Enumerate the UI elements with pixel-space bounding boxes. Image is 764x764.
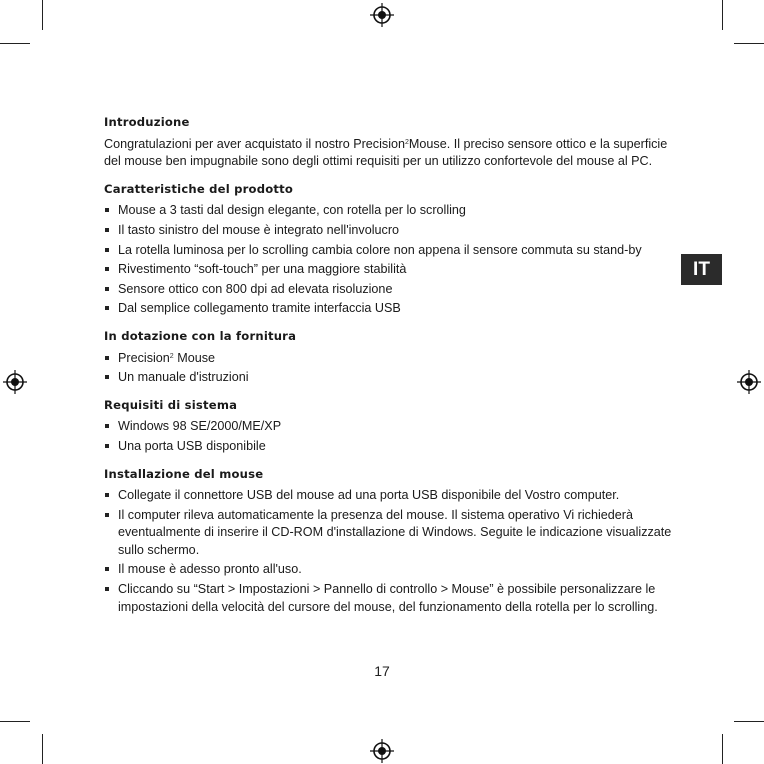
crop-mark-top-right-h xyxy=(734,43,764,44)
features-list xyxy=(104,202,679,318)
list-item: Collegate il connettore USB del mouse ad una porta USB disponibile del Vostro computer. xyxy=(104,487,679,505)
package-item-text-after: Mouse xyxy=(173,350,216,365)
manual-content xyxy=(104,114,679,618)
list-item: Rivestimento “soft-touch” per una maggiore stabilità xyxy=(104,261,679,279)
list-item xyxy=(104,350,679,368)
requirements-heading: Requisiti di sistema xyxy=(104,397,238,412)
list-item: Windows 98 SE/2000/ME/XP xyxy=(104,418,679,436)
package-heading: In dotazione con la fornitura xyxy=(104,328,297,343)
features-heading: Caratteristiche del prodotto xyxy=(104,181,294,196)
crop-mark-top-right xyxy=(722,0,723,30)
package-item-text-before: Precision xyxy=(118,350,170,365)
page-number: 17 xyxy=(374,663,390,679)
list-item: Il tasto sinistro del mouse è integrato nell'involucro xyxy=(104,222,679,240)
list-item: Mouse a 3 tasti dal design elegante, con rotella per lo scrolling xyxy=(104,202,679,220)
list-item: Dal semplice collegamento tramite interfaccia USB xyxy=(104,300,679,318)
registration-mark-top-icon xyxy=(370,3,394,27)
intro-heading: Introduzione xyxy=(104,115,190,129)
installation-list xyxy=(104,487,679,616)
intro-text-before: Congratulazioni per aver acquistato il nostro Precision xyxy=(104,136,406,151)
registration-mark-right-icon xyxy=(737,370,761,394)
installation-heading: Installazione del mouse xyxy=(104,466,264,481)
package-item-superscript: 2 xyxy=(169,352,174,360)
intro-superscript: 2 xyxy=(405,138,409,146)
intro-paragraph xyxy=(104,136,679,171)
crop-mark-top-left-h xyxy=(0,43,30,44)
intro-text-after: Mouse. Il preciso sensore ottico e la superficie del mouse ben impugnabile sono degli ottimi requisiti per un utilizzo confortevole del mouse al PC. xyxy=(104,136,668,169)
crop-mark-bottom-left-h xyxy=(0,721,30,722)
list-item: Una porta USB disponibile xyxy=(104,438,679,456)
list-item: Un manuale d'istruzioni xyxy=(104,369,679,387)
registration-mark-bottom-icon xyxy=(370,739,394,763)
list-item: Cliccando su “Start > Impostazioni > Pannello di controllo > Mouse” è possibile personalizzare le impostazioni della velocità del cursore del mouse, del funzionamento della rotella per lo scrolling. xyxy=(104,581,679,616)
list-item: Il computer rileva automaticamente la presenza del mouse. Il sistema operativo Vi richiederà eventualmente di inserire il CD-ROM d'installazione di Windows. Seguite le indicazione visualizzate sullo schermo. xyxy=(104,507,679,560)
registration-mark-left-icon xyxy=(3,370,27,394)
language-tab: IT xyxy=(681,254,722,285)
package-list xyxy=(104,350,679,387)
requirements-list xyxy=(104,418,679,455)
list-item: La rotella luminosa per lo scrolling cambia colore non appena il sensore commuta su stand-by xyxy=(104,242,679,260)
crop-mark-top-left xyxy=(42,0,43,30)
list-item: Sensore ottico con 800 dpi ad elevata risoluzione xyxy=(104,281,679,299)
crop-mark-bottom-right xyxy=(722,734,723,764)
crop-mark-bottom-right-h xyxy=(734,721,764,722)
crop-mark-bottom-left xyxy=(42,734,43,764)
list-item: Il mouse è adesso pronto all'uso. xyxy=(104,561,679,579)
